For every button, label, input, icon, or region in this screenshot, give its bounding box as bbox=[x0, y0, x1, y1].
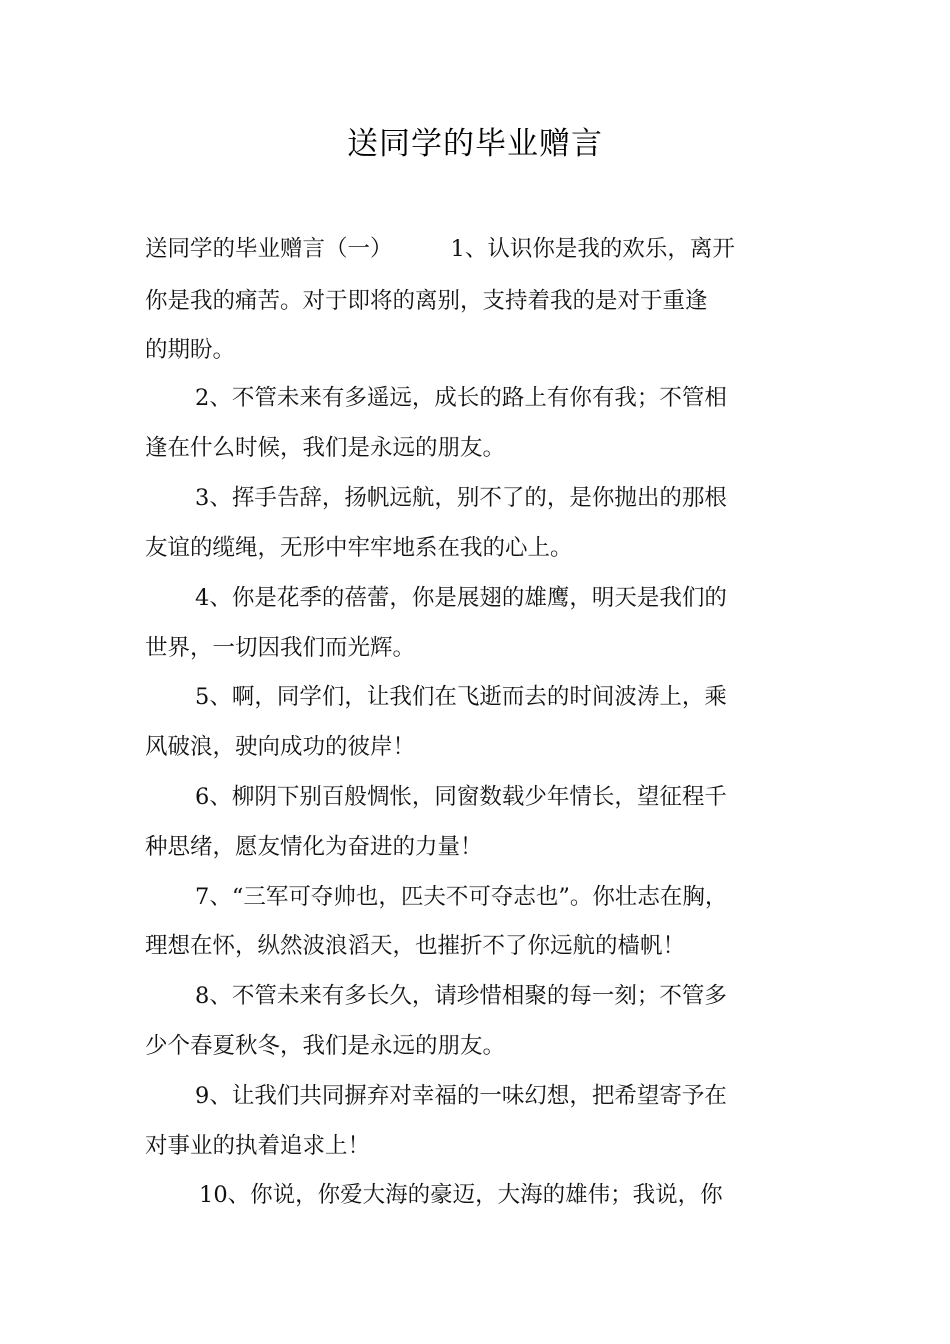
paragraph-line: 风破浪，驶向成功的彼岸！ bbox=[145, 734, 416, 760]
paragraph-line: 理想在怀，纵然波浪滔天，也摧折不了你远航的樯帆！ bbox=[145, 933, 686, 959]
paragraph-line: 的期盼。 bbox=[145, 337, 236, 363]
document-title: 送同学的毕业赠言 bbox=[347, 126, 603, 162]
paragraph-line: 5、啊，同学们，让我们在飞逝而去的时间波涛上，乘 bbox=[195, 684, 727, 710]
line-text: 1、认识你是我的欢乐，离开 bbox=[450, 236, 735, 262]
paragraph-line: 8、不管未来有多长久，请珍惜相聚的每一刻；不管多 bbox=[195, 983, 727, 1009]
paragraph-line: 7、“三军可夺帅也，匹夫不可夺志也”。你壮志在胸， bbox=[195, 884, 728, 910]
paragraph-line bbox=[145, 231, 815, 267]
paragraph-line: 9、让我们共同摒弃对幸福的一味幻想，把希望寄予在 bbox=[195, 1083, 727, 1109]
paragraph-line: 4、你是花季的蓓蕾，你是展翅的雄鹰，明天是我们的 bbox=[195, 585, 727, 611]
paragraph-line: 世界，一切因我们而光辉。 bbox=[145, 635, 416, 661]
paragraph-line: 友谊的缆绳，无形中牢牢地系在我的心上。 bbox=[145, 535, 573, 561]
paragraph-line: 2、不管未来有多遥远，成长的路上有你有我；不管相 bbox=[195, 385, 727, 411]
paragraph-line: 种思绪，愿友情化为奋进的力量！ bbox=[145, 834, 483, 860]
paragraph-line: 对事业的执着追求上！ bbox=[145, 1133, 371, 1159]
paragraph-line: 逢在什么时候，我们是永远的朋友。 bbox=[145, 435, 506, 461]
section-heading: 送同学的毕业赠言（一） bbox=[145, 236, 393, 262]
paragraph-line: 少个春夏秋冬，我们是永远的朋友。 bbox=[145, 1033, 506, 1059]
paragraph-line: 你是我的痛苦。对于即将的离别，支持着我的是对于重逢 bbox=[145, 288, 708, 314]
paragraph-line: 6、柳阴下别百般惆怅，同窗数载少年情长，望征程千 bbox=[195, 784, 727, 810]
paragraph-line: 3、挥手告辞，扬帆远航，别不了的，是你抛出的那根 bbox=[195, 485, 727, 511]
paragraph-line: 10、你说，你爱大海的豪迈，大海的雄伟；我说，你 bbox=[199, 1182, 723, 1208]
